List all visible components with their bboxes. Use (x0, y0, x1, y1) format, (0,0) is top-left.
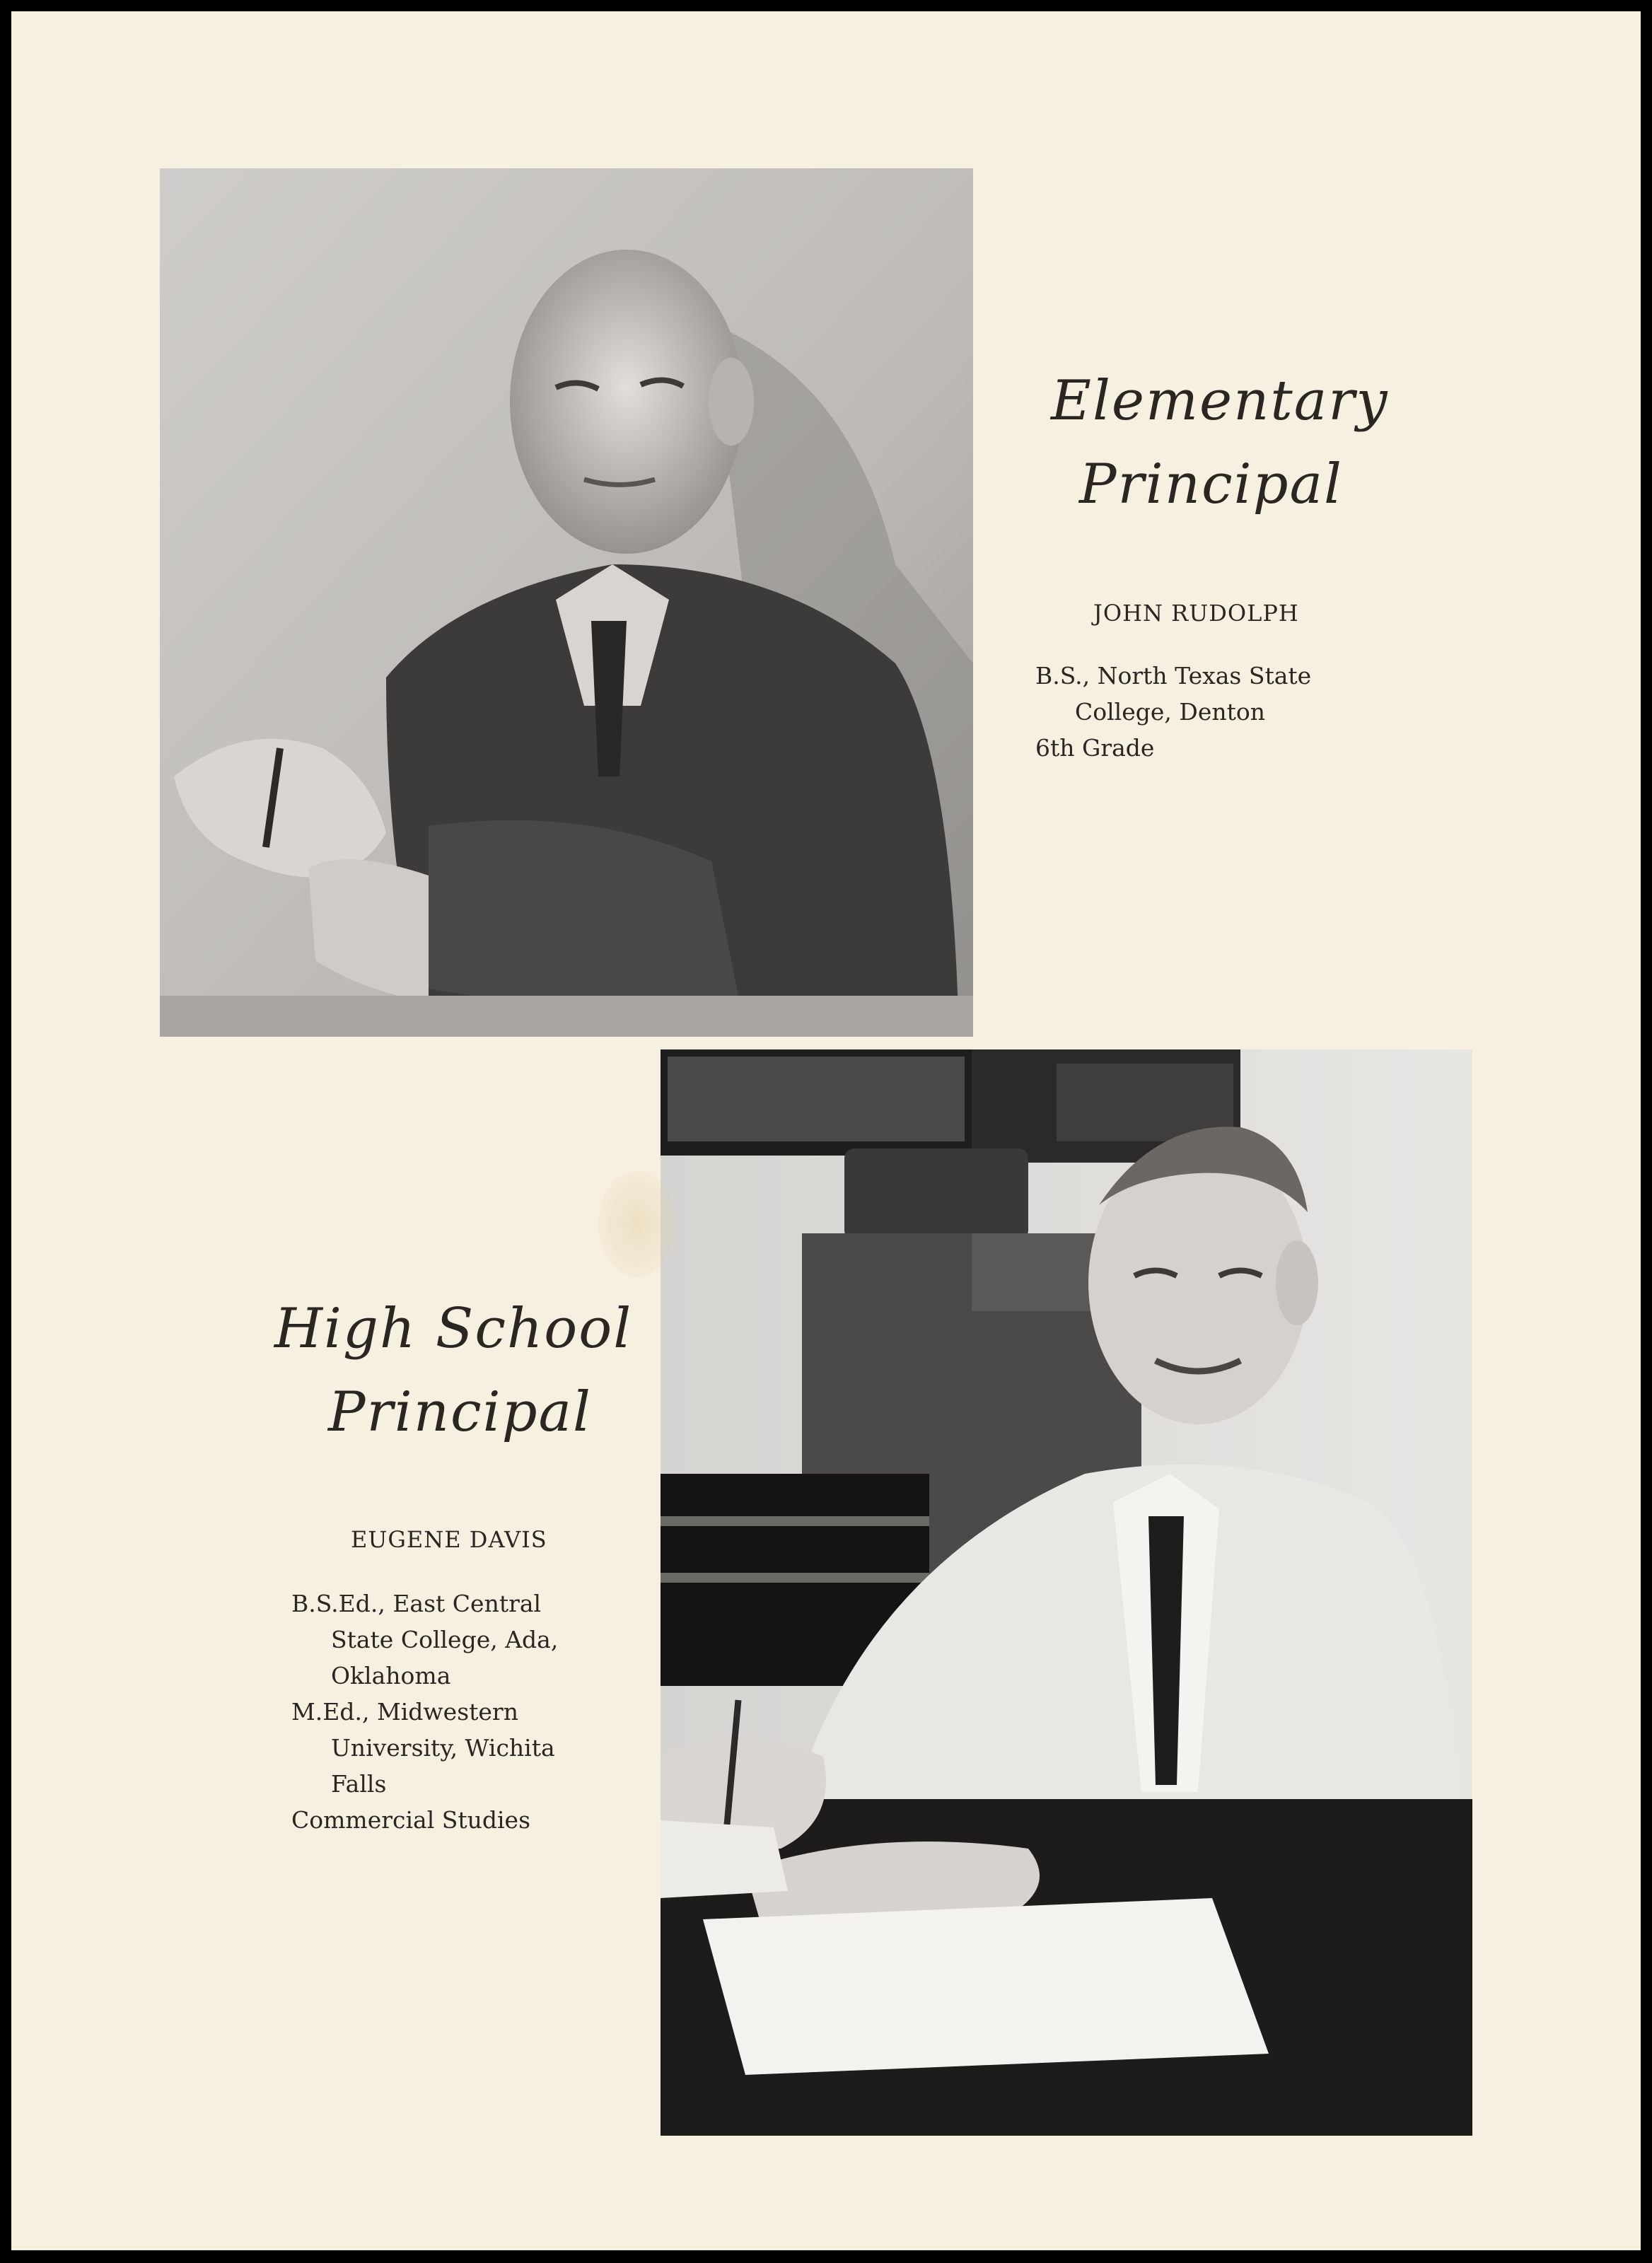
high-school-credentials (291, 1586, 558, 1838)
credential-line: 6th Grade (1035, 734, 1155, 762)
elementary-principal-photo (160, 168, 973, 1037)
elementary-principal-name: JOHN RUDOLPH (1093, 600, 1299, 627)
yearbook-page (11, 11, 1641, 2250)
high-school-heading-line2: Principal (328, 1380, 592, 1444)
credential-line: B.S., North Texas State (1035, 662, 1312, 690)
paper-stain (598, 1171, 676, 1277)
elementary-heading-line2: Principal (1079, 453, 1343, 516)
credential-line: Oklahoma (331, 1662, 451, 1689)
high-school-heading-line1: High School (274, 1297, 633, 1361)
credential-line: Commercial Studies (291, 1806, 531, 1834)
elementary-heading-line1: Elementary (1051, 369, 1389, 433)
credential-line: State College, Ada, (331, 1626, 559, 1653)
credential-line: Falls (331, 1770, 387, 1798)
credential-line: B.S.Ed., East Central (291, 1590, 542, 1617)
high-school-principal-photo (661, 1049, 1472, 2136)
elementary-credentials (1035, 658, 1311, 766)
credential-line: University, Wichita (331, 1734, 555, 1762)
credential-line: College, Denton (1075, 698, 1266, 726)
high-school-principal-name: EUGENE DAVIS (351, 1526, 547, 1553)
credential-line: M.Ed., Midwestern (291, 1698, 518, 1726)
